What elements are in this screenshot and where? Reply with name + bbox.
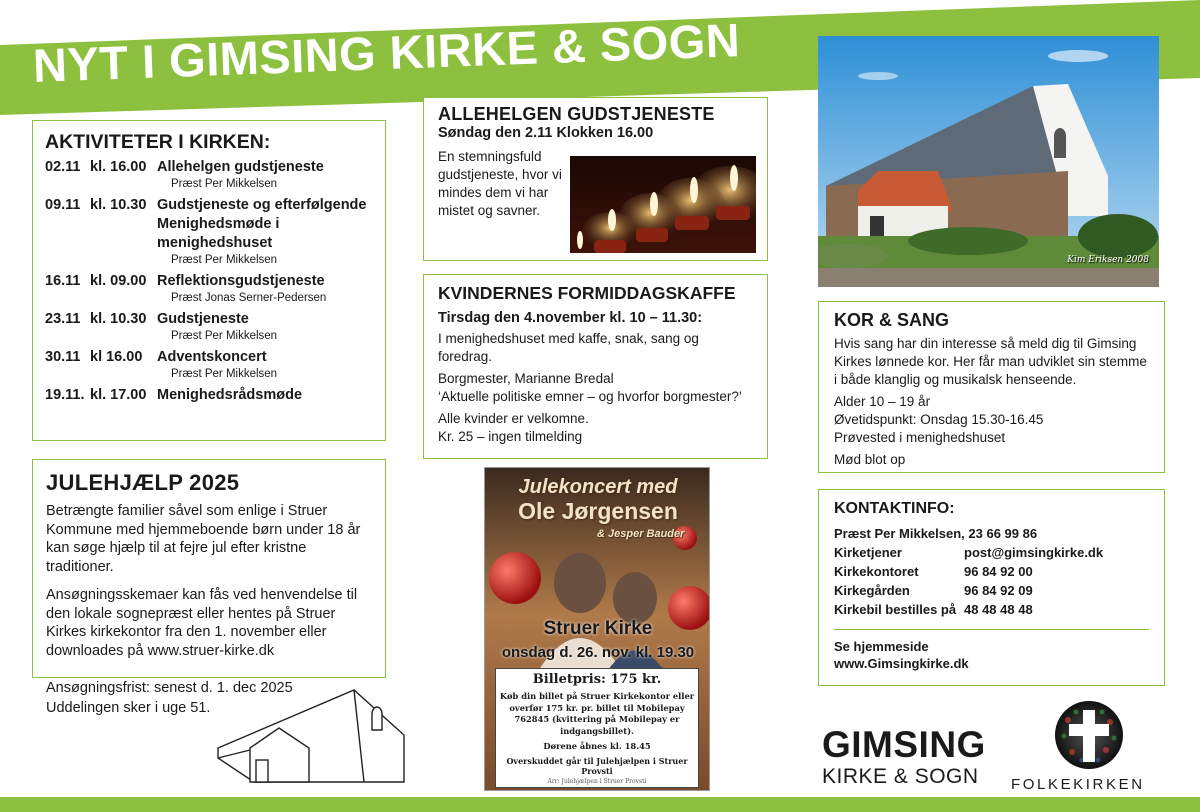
activity-title: Adventskoncert [157, 349, 267, 365]
kvindernes-box [423, 274, 768, 459]
activity-title: Gudstjeneste [157, 311, 249, 327]
activity-priest: Præst Per Mikkelsen [171, 178, 278, 190]
church-sketch-icon [214, 680, 414, 785]
contact-row [834, 562, 1149, 581]
activity-time: kl. 09.00 [90, 273, 147, 289]
contact-value: 96 84 92 09 [964, 583, 1033, 598]
poster-line-3: & Jesper Bauder [597, 528, 685, 540]
logo-name: GIMSING [822, 724, 986, 765]
gimsing-logo [822, 726, 986, 790]
poster-date: onsdag d. 26. nov. kl. 19.30 [501, 644, 695, 661]
page-title: NYT I GIMSING KIRKE & SOGN [32, 13, 742, 93]
folkekirken-label: FOLKEKIRKEN [1011, 776, 1145, 793]
activity-item [45, 158, 373, 192]
activity-time: kl. 16.00 [90, 159, 147, 175]
activity-date: 23.11 [45, 311, 81, 327]
speaker-name: Borgmester, Marianne Bredal [438, 371, 614, 386]
contact-title: KONTAKTINFO: [834, 500, 955, 517]
activity-date: 19.11. [45, 387, 85, 403]
kor-place: Prøvested i menighedshuset [834, 430, 1006, 445]
julehjaelp-title: JULEHJÆLP 2025 [46, 470, 240, 495]
church-photo-image [818, 36, 1159, 287]
activity-title: Menighedsrådsmøde [157, 387, 303, 403]
logo-subtitle: KIRKE & SOGN [822, 765, 979, 788]
allehelgen-description: En stemningsfuld gudstjeneste, hvor vi mindes dem vi har mistet og savner. [438, 149, 562, 218]
activity-priest: Præst Per Mikkelsen [171, 330, 278, 342]
poster-line-2: Ole Jørgensen [518, 498, 678, 524]
julehjaelp-deadline: Ansøgningsfrist: senest d. 1. dec 2025 [46, 680, 293, 696]
contact-label: Kirkebil bestilles på [834, 602, 957, 617]
kvindernes-speaker [438, 370, 753, 406]
contact-value: 96 84 92 00 [964, 564, 1033, 579]
contact-label: Kirketjener [834, 545, 902, 560]
activity-title: Reflektionsgudstjeneste [157, 273, 325, 289]
poster-price-box [495, 668, 699, 788]
activity-date: 16.11 [45, 273, 81, 289]
activity-date: 02.11 [45, 159, 81, 175]
footer-bar [0, 797, 1200, 812]
julehjaelp-box [32, 459, 386, 678]
allehelgen-subtitle: Søndag den 2.11 Klokken 16.00 [438, 125, 654, 141]
poster-venue: Struer Kirke [543, 618, 653, 639]
contact-divider [834, 629, 1149, 630]
contact-label: Kirkekontoret [834, 564, 919, 579]
website-link[interactable]: www.Gimsingkirke.dk [834, 656, 969, 671]
activity-item [45, 196, 373, 268]
contact-row [834, 543, 1149, 562]
kvindernes-subtitle: Tirsdag den 4.november kl. 10 – 11.30: [438, 310, 703, 326]
concert-poster [484, 467, 710, 791]
contact-priest-text: Præst Per Mikkelsen, 23 66 99 86 [834, 526, 1038, 541]
activity-priest: Præst Jonas Serner-Pedersen [171, 292, 327, 304]
contact-row [834, 581, 1149, 600]
contact-priest [834, 524, 1149, 543]
activity-priest: Præst Per Mikkelsen [171, 254, 278, 266]
activity-list [45, 158, 373, 405]
photo-credit: Kim Eriksen 2008 [1067, 255, 1149, 265]
poster-price: Billetpris: 175 kr. [532, 672, 662, 687]
activity-title: Gudstjeneste og efterfølgende Menighedsmøde i menighedshuset [157, 197, 367, 251]
activity-title: Allehelgen gudstjeneste [157, 159, 324, 175]
kor-title: KOR & SANG [834, 310, 950, 330]
poster-ticket-info: Køb din billet på Struer Kirkekontor eller overfør 175 kr. pr. billet til Mobilepay 762845 (kvittering på Mobilepay er indgangsbillet). [499, 691, 695, 736]
speaker-topic: ‘Aktuelle politiske emner – og hvorfor borgmester?’ [438, 389, 742, 404]
julehjaelp-application: Ansøgningsskemaer kan fås ved henvendelse til den lokale sognepræst eller hentes på Struer Kirkes kirkekontor fra den 1. november eller downloades på www.struer-kirke.dk [46, 587, 358, 659]
kor-show: Mød blot op [834, 452, 906, 467]
kvindernes-intro: I menighedshuset med kaffe, snak, sang og foredrag. [438, 331, 699, 364]
activity-item [45, 272, 373, 306]
activity-date: 09.11 [45, 197, 81, 213]
kor-box [818, 301, 1165, 473]
kor-practice: Øvetidspunkt: Onsdag 15.30-16.45 [834, 412, 1044, 427]
contact-label: Kirkegården [834, 583, 910, 598]
activity-time: kl. 10.30 [90, 311, 147, 327]
poster-doors: Dørene åbnes kl. 18.45 [543, 741, 651, 751]
contact-row [834, 600, 1149, 619]
price-text: Kr. 25 – ingen tilmelding [438, 429, 583, 444]
activity-item [45, 310, 373, 344]
poster-line-1: Julekoncert med [518, 476, 678, 498]
welcome-text: Alle kvinder er velkomne. [438, 411, 589, 426]
website-label: Se hjemmeside [834, 639, 929, 654]
contact-value: 48 48 48 48 [964, 602, 1033, 617]
julehjaelp-intro: Betrængte familier såvel som enlige i Struer Kommune med hjemmeboende børn under 18 år kan søge hjælp til at fejre jul efter kristne traditioner. [46, 503, 361, 575]
kvindernes-info [438, 410, 753, 446]
folkekirken-cross-icon [1054, 700, 1124, 770]
activity-item [45, 386, 373, 405]
kor-age: Alder 10 – 19 år [834, 394, 931, 409]
church-photo [818, 36, 1159, 287]
activity-priest: Præst Per Mikkelsen [171, 368, 278, 380]
activities-title: AKTIVITETER I KIRKEN: [45, 131, 271, 153]
activity-time: kl. 10.30 [90, 197, 147, 213]
activities-box [32, 120, 386, 441]
kor-intro: Hvis sang har din interesse så meld dig til Gimsing Kirkes lønnede kor. Her får man udviklet sin stemme i både klanglig og musikalsk henseende. [834, 336, 1147, 387]
allehelgen-box [423, 97, 768, 261]
activity-date: 30.11 [45, 349, 81, 365]
activity-item [45, 348, 373, 382]
allehelgen-title: ALLEHELGEN GUDSTJENESTE [438, 104, 715, 124]
poster-arranger: Arr: Julehjælpen i Struer Provsti [547, 778, 647, 785]
activity-time: kl 16.00 [90, 349, 143, 365]
candles-image [570, 156, 756, 253]
activity-time: kl. 17.00 [90, 387, 147, 403]
poster-proceeds: Overskuddet går til Julehjælpen i Struer Provsti [506, 756, 688, 776]
contact-box [818, 489, 1165, 686]
julehjaelp-week: Uddelingen sker i uge 51. [46, 700, 211, 716]
kvindernes-title: KVINDERNES FORMIDDAGSKAFFE [438, 283, 736, 303]
contact-value[interactable]: post@gimsingkirke.dk [964, 545, 1104, 560]
